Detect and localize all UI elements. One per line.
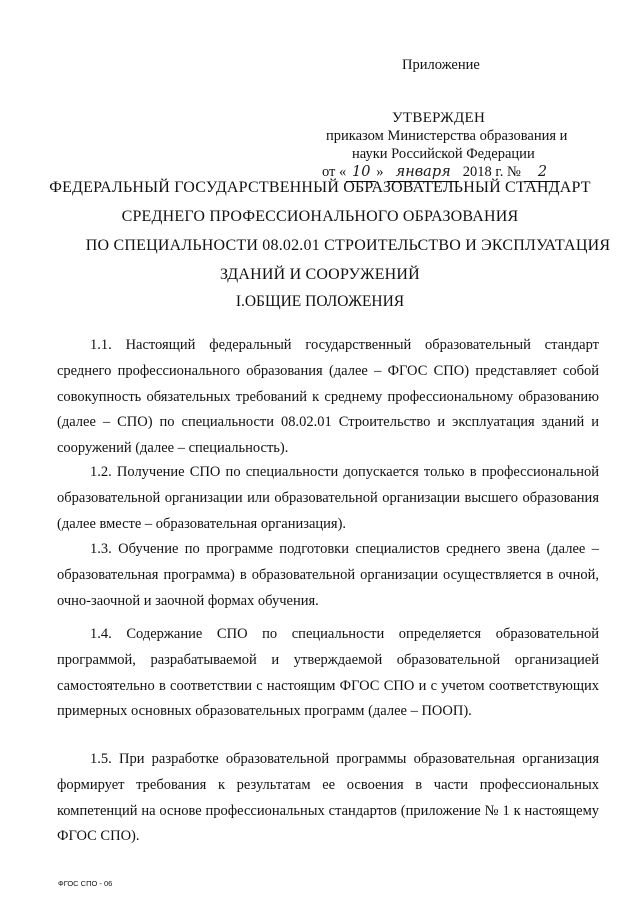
handwritten-day: 10 — [346, 163, 376, 182]
paragraph-1-3: 1.3. Обучение по программе подготовки специалистов среднего звена (далее – образовательная программа) в образовательной организации осуществляется в очной, очно-заочной и заочной формах обучения. — [57, 541, 599, 609]
paragraph-1-4: 1.4. Содержание СПО по специальности определяется образовательной программой, разрабатываемой и утверждаемой образовательной организацией самостоятельно в соответствии с настоящим ФГОС СПО и с учетом соответствующих примерных основных образовательных программ (далее – ПООП). — [57, 626, 599, 720]
ministry-line-2: науки Российской Федерации — [352, 146, 535, 162]
date-year: 2018 г. № — [462, 164, 521, 180]
document-title — [40, 173, 611, 289]
title-line-3: ПО СПЕЦИАЛЬНОСТИ 08.02.01 СТРОИТЕЛЬСТВО И ЭКСПЛУАТАЦИЯ — [85, 237, 611, 254]
appendix-label: Приложение — [402, 57, 480, 73]
date-prefix: от « — [322, 164, 347, 180]
title-line-2: СРЕДНЕГО ПРОФЕССИОНАЛЬНОГО ОБРАЗОВАНИЯ — [121, 208, 519, 225]
approval-block — [302, 109, 592, 182]
ministry-line-1: приказом Министерства образования и — [326, 128, 568, 144]
paragraph-1-2: 1.2. Получение СПО по специальности допускается только в профессиональной образовательной организации или образовательной организации высшего образования (далее вместе – образовательная организация). — [57, 464, 599, 532]
approved-heading: УТВЕРЖДЕН — [392, 110, 486, 126]
title-line-4: ЗДАНИЙ И СООРУЖЕНИЙ — [220, 266, 420, 283]
title-line-1: ФЕДЕРАЛЬНЫЙ ГОСУДАРСТВЕННЫЙ ОБРАЗОВАТЕЛЬНЫЙ СТАНДАРТ — [49, 179, 591, 196]
paragraph-1-5: 1.5. При разработке образовательной программы образовательная организация формирует требования к результатам ее освоения в части профессиональных компетенций на основе профессиональных стандартов (приложение № 1 к настоящему ФГОС СПО). — [57, 751, 599, 845]
paragraph-1-1: 1.1. Настоящий федеральный государственный образовательный стандарт среднего профессионального образования (далее – ФГОС СПО) представляет собой совокупность обязательных требований к среднему профессиональному образованию (далее – СПО) по специальности 08.02.01 Строительство и эксплуатация зданий и сооружений (далее – специальность). — [57, 337, 599, 457]
handwritten-order-number: 2 — [524, 163, 560, 182]
footer-code: ФГОС СПО - 06 — [58, 879, 113, 888]
date-quote-close: » — [376, 164, 384, 180]
section-heading: I.ОБЩИЕ ПОЛОЖЕНИЯ — [235, 293, 405, 310]
handwritten-month: января — [387, 163, 459, 182]
